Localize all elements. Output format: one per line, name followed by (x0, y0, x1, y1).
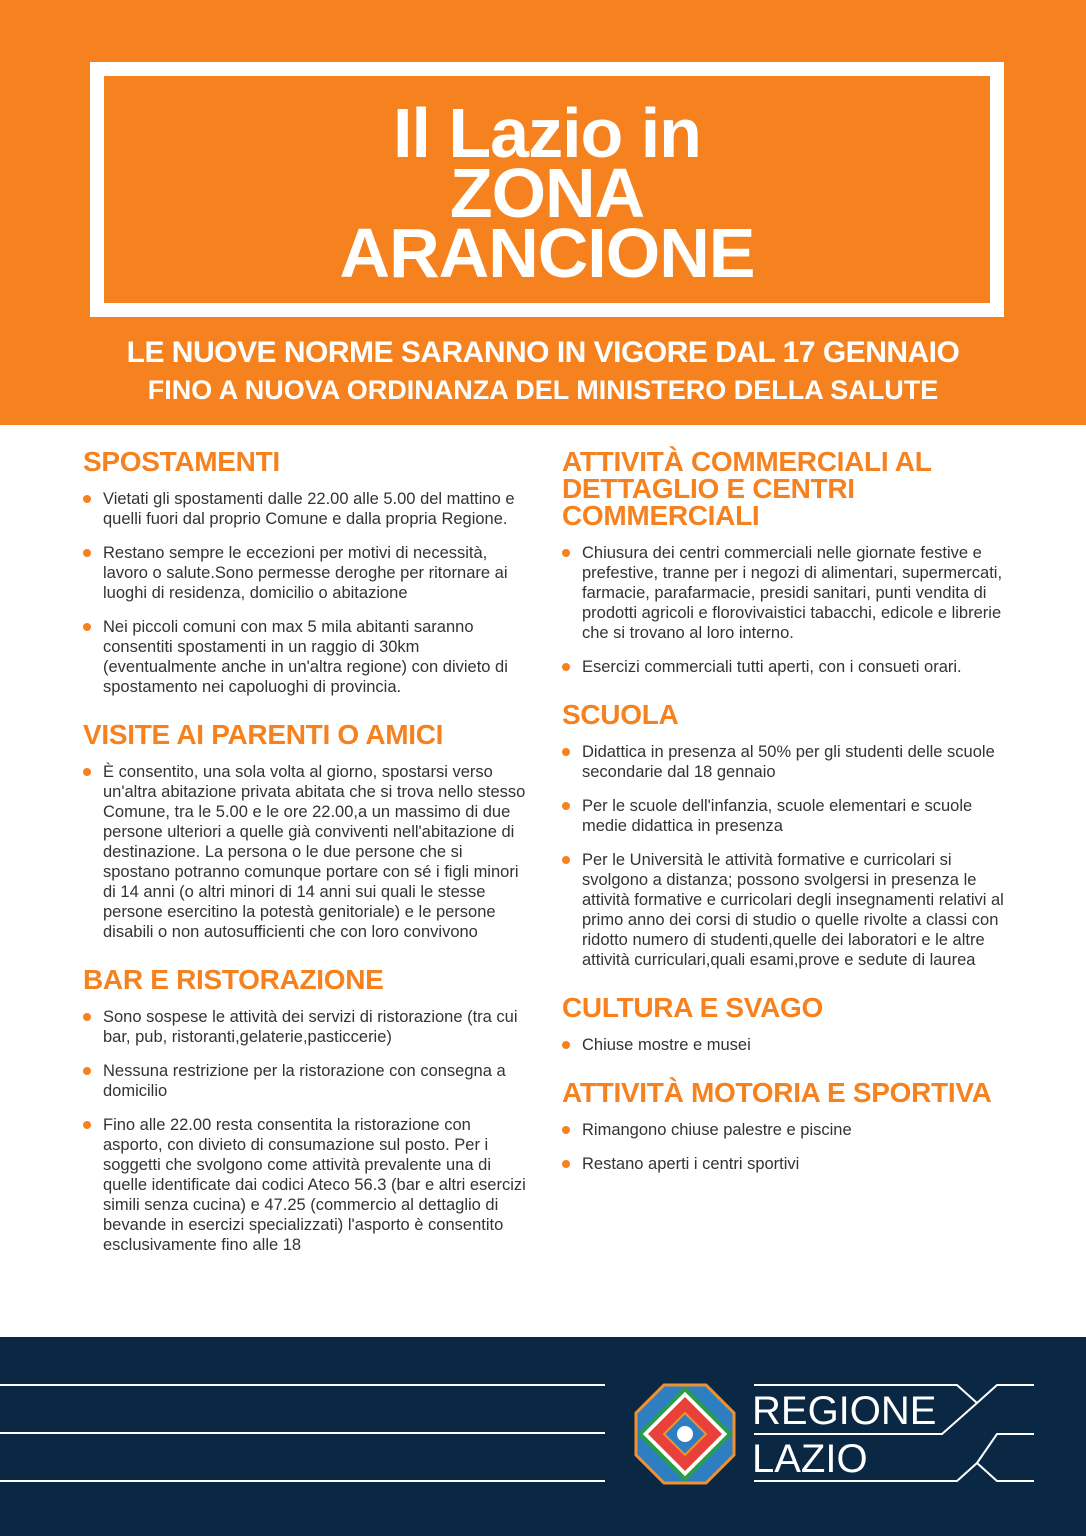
item-text: Restano aperti i centri sportivi (582, 1155, 800, 1173)
section-list (562, 742, 1012, 970)
list-item (562, 1154, 1012, 1174)
divider (0, 1384, 605, 1386)
item-text: Rimangono chiuse palestre e piscine (582, 1121, 852, 1139)
footer (0, 1337, 1086, 1536)
section-title: ATTIVITÀ COMMERCIALI AL DETTAGLIO E CENTRI COMMERCIALI (562, 446, 931, 531)
list-item (562, 543, 1012, 643)
section-list (83, 489, 531, 697)
item-text: Nei piccoli comuni con max 5 mila abitanti saranno consentiti spostamenti in un raggio di 30km (eventualmente anche in un'altra regione) con divieto di spostamento nei capoluoghi di provincia. (103, 618, 508, 696)
bullet-icon (562, 1160, 570, 1168)
left-column (83, 448, 531, 1279)
bullet-icon (83, 1013, 91, 1021)
title-line: ZONA (449, 153, 645, 232)
divider (0, 1480, 605, 1482)
regione-lazio-emblem (634, 1383, 736, 1485)
subtitle: FINO A NUOVA ORDINANZA DEL MINISTERO DELLA SALUTE (147, 375, 939, 405)
list-item (83, 489, 531, 529)
list-item (83, 543, 531, 603)
section-title: SCUOLA (562, 699, 679, 730)
title-line: ARANCIONE (339, 213, 755, 292)
list-item (562, 742, 1012, 782)
list-item (83, 1061, 531, 1101)
section-title: CULTURA E SVAGO (562, 992, 823, 1023)
bullet-icon (562, 1126, 570, 1134)
item-text: Nessuna restrizione per la ristorazione con consegna a domicilio (103, 1062, 506, 1100)
item-text: Fino alle 22.00 resta consentita la ristorazione con asporto, con divieto di consumazione sul posto. Per i soggetti che svolgono come attività prevalente una di quelle identificate dai codici Ateco 56.3 (bar e altri esercizi simili senza cucina) e 47.25 (commercio al dettaglio di bevande in esercizi specializzati) l'asporto è consentito esclusivamente fino alle 18 (103, 1116, 526, 1254)
list-item (562, 1120, 1012, 1140)
bullet-icon (562, 856, 570, 864)
list-item (83, 617, 531, 697)
list-item (562, 850, 1012, 970)
list-item (562, 1035, 1012, 1055)
item-text: Restano sempre le eccezioni per motivi di necessità, lavoro o salute.Sono permesse deroghe per ritornare ai luoghi di residenza, domicilio o abitazione (103, 544, 508, 602)
subtitle: LE NUOVE NORME SARANNO IN VIGORE DAL 17 GENNAIO (126, 336, 960, 369)
right-column (562, 448, 1012, 1198)
section-title: SPOSTAMENTI (83, 446, 280, 477)
bullet-icon (83, 1121, 91, 1129)
section-list (83, 1007, 531, 1255)
item-text: Per le scuole dell'infanzia, scuole elementari e scuole medie didattica in presenza (582, 797, 973, 835)
title-frame (90, 62, 1004, 317)
bullet-icon (83, 623, 91, 631)
item-text: Sono sospese le attività dei servizi di ristorazione (tra cui bar, pub, ristoranti,gelaterie,pasticcerie) (103, 1008, 518, 1046)
section-title: ATTIVITÀ MOTORIA E SPORTIVA (562, 1077, 992, 1108)
item-text: Per le Università le attività formative e curricolari si svolgono a distanza; possono svolgersi in presenza le attività formative e curricolari degli insegnamenti relativi al primo anno dei corsi di studio o quelle rivolte a classi con ridotto numero di studenti,quelle dei laboratori e le altre attività curriculari,quali esami,prove e sedute di laurea (582, 851, 1004, 969)
header-banner (0, 0, 1086, 425)
list-item (83, 1115, 531, 1255)
list-item (83, 1007, 531, 1047)
item-text: È consentito, una sola volta al giorno, spostarsi verso un'altra abitazione privata abitata che si trova nello stesso Comune, tra le 5.00 e le ore 22.00,a un massimo di due persone ulteriori a quelle già conviventi nell'abitazione di destinazione. La persona o le due persone che si spostano potranno comunque portare con sé i figli minori di 14 anni (o altri minori di 14 anni sui quali le stesse persone esercitino la potestà genitoriale) e le persone disabili o non autosufficienti che con loro convivono (103, 763, 526, 941)
section-title: VISITE AI PARENTI O AMICI (83, 719, 444, 750)
title-line: Il Lazio in (393, 93, 701, 172)
item-text: Didattica in presenza al 50% per gli studenti delle scuole secondarie dal 18 gennaio (582, 743, 995, 781)
bullet-icon (83, 768, 91, 776)
logo-text: REGIONE LAZIO (752, 1389, 937, 1481)
item-text: Vietati gli spostamenti dalle 22.00 alle 5.00 del mattino e quelli fuori dal proprio Comune e dalla propria Regione. (103, 490, 515, 528)
bullet-icon (83, 495, 91, 503)
bullet-icon (562, 802, 570, 810)
list-item (562, 657, 1012, 677)
item-text: Esercizi commerciali tutti aperti, con i consueti orari. (582, 658, 962, 676)
divider (0, 1432, 605, 1434)
item-text: Chiuse mostre e musei (582, 1036, 751, 1054)
section-title: BAR E RISTORAZIONE (83, 964, 384, 995)
section-list (562, 1035, 1012, 1055)
bullet-icon (562, 549, 570, 557)
section-list (562, 543, 1012, 677)
section-list (83, 762, 531, 942)
bullet-icon (83, 549, 91, 557)
bullet-icon (562, 748, 570, 756)
list-item (83, 762, 531, 942)
bullet-icon (83, 1067, 91, 1075)
item-text: Chiusura dei centri commerciali nelle giornate festive e prefestive, tranne per i negozi di alimentari, supermercati, farmacie, parafarmacie, presidi sanitari, punti vendita di prodotti agricoli e florovivaistici tabacchi, edicole e librerie che si trovano al loro interno. (582, 544, 1003, 642)
section-list (562, 1120, 1012, 1174)
bullet-icon (562, 663, 570, 671)
bullet-icon (562, 1041, 570, 1049)
list-item (562, 796, 1012, 836)
